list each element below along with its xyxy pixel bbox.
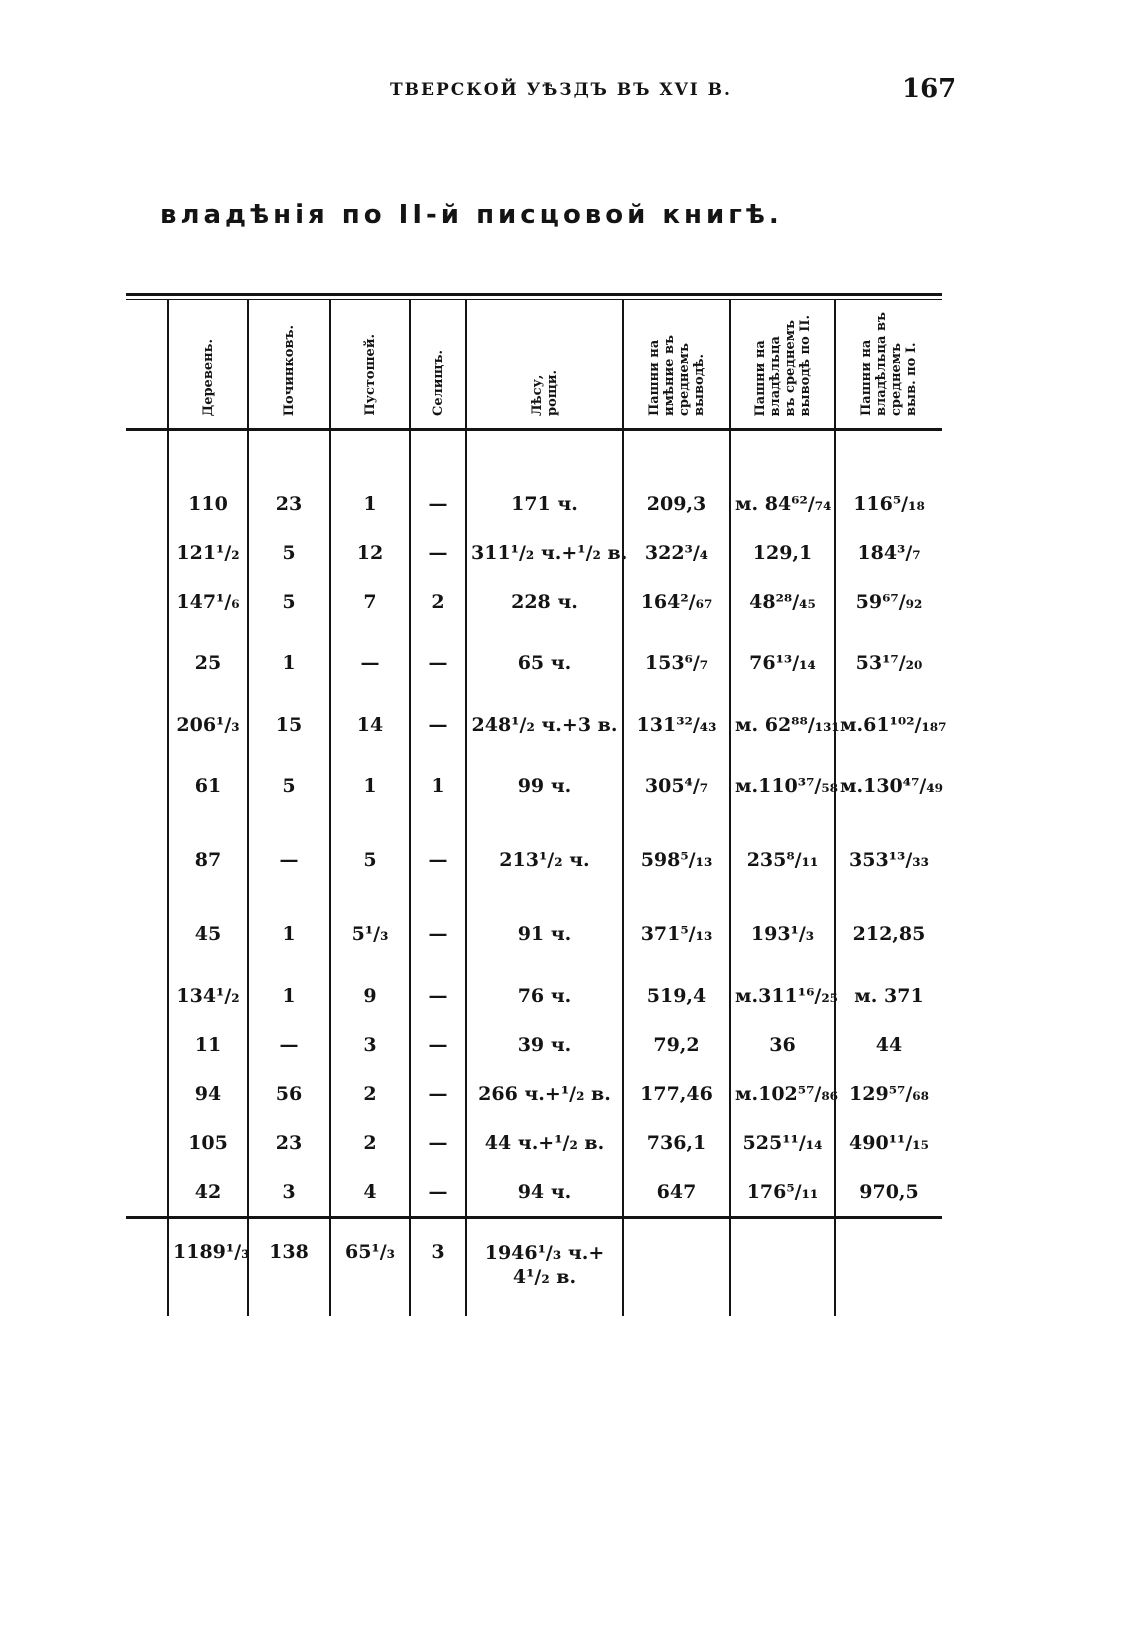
column-header: Пустошей. bbox=[330, 300, 410, 430]
total-cell bbox=[623, 1218, 730, 1317]
row-spacer bbox=[126, 1069, 168, 1118]
table-cell: — bbox=[410, 700, 466, 749]
table-cell: 53¹⁷/₂₀ bbox=[835, 626, 942, 700]
table-cell: 193¹/₃ bbox=[730, 897, 835, 971]
row-spacer bbox=[126, 577, 168, 626]
table-cell: 177,46 bbox=[623, 1069, 730, 1118]
table-cell: 2 bbox=[330, 1069, 410, 1118]
spacer-row bbox=[126, 430, 942, 480]
row-spacer bbox=[126, 749, 168, 823]
table-cell: 61 bbox=[168, 749, 248, 823]
table-cell: м.102⁵⁷/₈₆ bbox=[730, 1069, 835, 1118]
table-cell: м. 84⁶²/₇₄ bbox=[730, 479, 835, 528]
table-cell: 206¹/₃ bbox=[168, 700, 248, 749]
table-cell: — bbox=[410, 626, 466, 700]
table-row bbox=[126, 749, 942, 823]
table-cell: 65 ч. bbox=[466, 626, 623, 700]
header-spacer bbox=[126, 300, 168, 430]
table-cell: 266 ч.+¹/₂ в. bbox=[466, 1069, 623, 1118]
table-cell: 7 bbox=[330, 577, 410, 626]
table-cell: м.110³⁷/₅₈ bbox=[730, 749, 835, 823]
table-cell: 91 ч. bbox=[466, 897, 623, 971]
table-cell: м. 371 bbox=[835, 971, 942, 1020]
table-row bbox=[126, 1118, 942, 1167]
table-cell: 121¹/₂ bbox=[168, 528, 248, 577]
table-cell: 353¹³/₃₃ bbox=[835, 823, 942, 897]
table-cell: 1 bbox=[330, 479, 410, 528]
table-row bbox=[126, 1167, 942, 1218]
table-cell: 164²/₆₇ bbox=[623, 577, 730, 626]
table-cell: 171 ч. bbox=[466, 479, 623, 528]
total-cell: 138 bbox=[248, 1218, 330, 1317]
table-cell: 131³²/₄₃ bbox=[623, 700, 730, 749]
table-cell: 44 bbox=[835, 1020, 942, 1069]
column-header: Лѣсу, рощи. bbox=[466, 300, 623, 430]
table-cell: 48²⁸/₄₅ bbox=[730, 577, 835, 626]
table-cell: м. 62⁸⁸/₁₃₁ bbox=[730, 700, 835, 749]
total-cell bbox=[730, 1218, 835, 1317]
table-cell: 490¹¹/₁₅ bbox=[835, 1118, 942, 1167]
column-header: Пашни на владѣльца въ среднемъ выводѣ по II. bbox=[730, 300, 835, 430]
table-body bbox=[126, 430, 947, 1317]
table-cell: 44 ч.+¹/₂ в. bbox=[466, 1118, 623, 1167]
table-cell: 129⁵⁷/₆₈ bbox=[835, 1069, 942, 1118]
table-cell: 110 bbox=[168, 479, 248, 528]
column-header: Пашни на владѣльца въ среднемъ выв. по I. bbox=[835, 300, 942, 430]
table-row bbox=[126, 700, 942, 749]
table-cell: 519,4 bbox=[623, 971, 730, 1020]
table-row bbox=[126, 577, 942, 626]
total-cell: 65¹/₃ bbox=[330, 1218, 410, 1317]
table-cell: 598⁵/₁₃ bbox=[623, 823, 730, 897]
table-cell: — bbox=[410, 1069, 466, 1118]
table-cell: 12 bbox=[330, 528, 410, 577]
column-header: Деревень. bbox=[168, 300, 248, 430]
row-spacer bbox=[126, 626, 168, 700]
table-cell: — bbox=[410, 528, 466, 577]
data-table bbox=[126, 300, 947, 1316]
table-cell: 3 bbox=[248, 1167, 330, 1218]
table-row bbox=[126, 1020, 942, 1069]
table-cell: — bbox=[248, 823, 330, 897]
table-cell: 1 bbox=[330, 749, 410, 823]
table-cell: 371⁵/₁₃ bbox=[623, 897, 730, 971]
table-cell: 134¹/₂ bbox=[168, 971, 248, 1020]
table-cell: 1 bbox=[248, 971, 330, 1020]
table-cell: 116⁵/₁₈ bbox=[835, 479, 942, 528]
page-number: 167 bbox=[902, 74, 957, 104]
table-row bbox=[126, 479, 942, 528]
table-cell: — bbox=[410, 971, 466, 1020]
table-row bbox=[126, 897, 942, 971]
table-row bbox=[126, 1069, 942, 1118]
table-cell: м.130⁴⁷/₄₉ bbox=[835, 749, 942, 823]
table-cell: 305⁴/₇ bbox=[623, 749, 730, 823]
table-cell: 45 bbox=[168, 897, 248, 971]
table-cell: 212,85 bbox=[835, 897, 942, 971]
table-cell: 36 bbox=[730, 1020, 835, 1069]
running-head: ТВЕРСКОЙ УѢЗДЪ ВЪ XVI В. bbox=[390, 80, 732, 100]
table-cell: 5 bbox=[248, 749, 330, 823]
table-cell: 3 bbox=[330, 1020, 410, 1069]
column-header: Пашни на имѣние въ среднемъ выводѣ. bbox=[623, 300, 730, 430]
table-row bbox=[126, 823, 942, 897]
table-cell: 15 bbox=[248, 700, 330, 749]
table-cell: 228 ч. bbox=[466, 577, 623, 626]
table-cell: 235⁸/₁₁ bbox=[730, 823, 835, 897]
table-cell: 56 bbox=[248, 1069, 330, 1118]
table-cell: 322³/₄ bbox=[623, 528, 730, 577]
table-cell: 76¹³/₁₄ bbox=[730, 626, 835, 700]
table-row bbox=[126, 626, 942, 700]
holdings-table bbox=[126, 293, 947, 1316]
table-cell: 129,1 bbox=[730, 528, 835, 577]
row-spacer bbox=[126, 700, 168, 749]
column-header: Селищъ. bbox=[410, 300, 466, 430]
table-cell: 79,2 bbox=[623, 1020, 730, 1069]
table-cell: 23 bbox=[248, 1118, 330, 1167]
table-cell: 209,3 bbox=[623, 479, 730, 528]
table-cell: — bbox=[410, 479, 466, 528]
total-cell bbox=[835, 1218, 942, 1317]
table-cell: 1 bbox=[248, 897, 330, 971]
section-title: владѣнія по II-й писцовой книгѣ. bbox=[160, 200, 783, 230]
table-cell: 525¹¹/₁₄ bbox=[730, 1118, 835, 1167]
table-cell: 2 bbox=[330, 1118, 410, 1167]
table-cell: 2 bbox=[410, 577, 466, 626]
row-spacer bbox=[126, 479, 168, 528]
table-cell: 76 ч. bbox=[466, 971, 623, 1020]
table-cell: 647 bbox=[623, 1167, 730, 1218]
table-cell: — bbox=[248, 1020, 330, 1069]
table-cell: 1 bbox=[410, 749, 466, 823]
table-cell: — bbox=[410, 823, 466, 897]
header-row bbox=[126, 300, 942, 430]
table-cell: 23 bbox=[248, 479, 330, 528]
total-cell: 1946¹/₃ ч.+ 4¹/₂ в. bbox=[466, 1218, 623, 1317]
table-cell: 736,1 bbox=[623, 1118, 730, 1167]
table-cell: м.61¹⁰²/₁₈₇ bbox=[835, 700, 942, 749]
column-header: Починковъ. bbox=[248, 300, 330, 430]
table-cell: 39 ч. bbox=[466, 1020, 623, 1069]
table-cell: — bbox=[410, 1118, 466, 1167]
table-cell: 11 bbox=[168, 1020, 248, 1069]
table-cell: — bbox=[330, 626, 410, 700]
totals-row bbox=[126, 1218, 942, 1317]
table-cell: 970,5 bbox=[835, 1167, 942, 1218]
row-spacer bbox=[126, 1118, 168, 1167]
table-row bbox=[126, 971, 942, 1020]
table-cell: 25 bbox=[168, 626, 248, 700]
table-cell: 5 bbox=[248, 528, 330, 577]
table-cell: 5 bbox=[330, 823, 410, 897]
table-cell: 94 bbox=[168, 1069, 248, 1118]
table-cell: 5¹/₃ bbox=[330, 897, 410, 971]
table-cell: м.311¹⁶/₂₅ bbox=[730, 971, 835, 1020]
table-cell: 14 bbox=[330, 700, 410, 749]
table-cell: 147¹/₆ bbox=[168, 577, 248, 626]
total-cell: 1189¹/₃ bbox=[168, 1218, 248, 1317]
table-cell: 99 ч. bbox=[466, 749, 623, 823]
table-cell: 59⁶⁷/₉₂ bbox=[835, 577, 942, 626]
table-top-rule bbox=[126, 293, 942, 300]
table-cell: 184³/₇ bbox=[835, 528, 942, 577]
row-spacer bbox=[126, 1167, 168, 1218]
table-cell: 5 bbox=[248, 577, 330, 626]
table-cell: 1 bbox=[248, 626, 330, 700]
table-cell: 311¹/₂ ч.+¹/₂ в. bbox=[466, 528, 623, 577]
row-spacer bbox=[126, 823, 168, 897]
table-row bbox=[126, 528, 942, 577]
table-cell: 4 bbox=[330, 1167, 410, 1218]
table-cell: 94 ч. bbox=[466, 1167, 623, 1218]
table-cell: 153⁶/₇ bbox=[623, 626, 730, 700]
table-cell: — bbox=[410, 1020, 466, 1069]
table-cell: 42 bbox=[168, 1167, 248, 1218]
row-spacer bbox=[126, 1020, 168, 1069]
table-cell: — bbox=[410, 897, 466, 971]
table-cell: 248¹/₂ ч.+3 в. bbox=[466, 700, 623, 749]
table-cell: 9 bbox=[330, 971, 410, 1020]
row-spacer bbox=[126, 897, 168, 971]
row-spacer bbox=[126, 971, 168, 1020]
row-spacer bbox=[126, 1218, 168, 1317]
total-cell: 3 bbox=[410, 1218, 466, 1317]
table-cell: 213¹/₂ ч. bbox=[466, 823, 623, 897]
table-cell: 176⁵/₁₁ bbox=[730, 1167, 835, 1218]
table-cell: 105 bbox=[168, 1118, 248, 1167]
table-cell: 87 bbox=[168, 823, 248, 897]
row-spacer bbox=[126, 528, 168, 577]
table-cell: — bbox=[410, 1167, 466, 1218]
